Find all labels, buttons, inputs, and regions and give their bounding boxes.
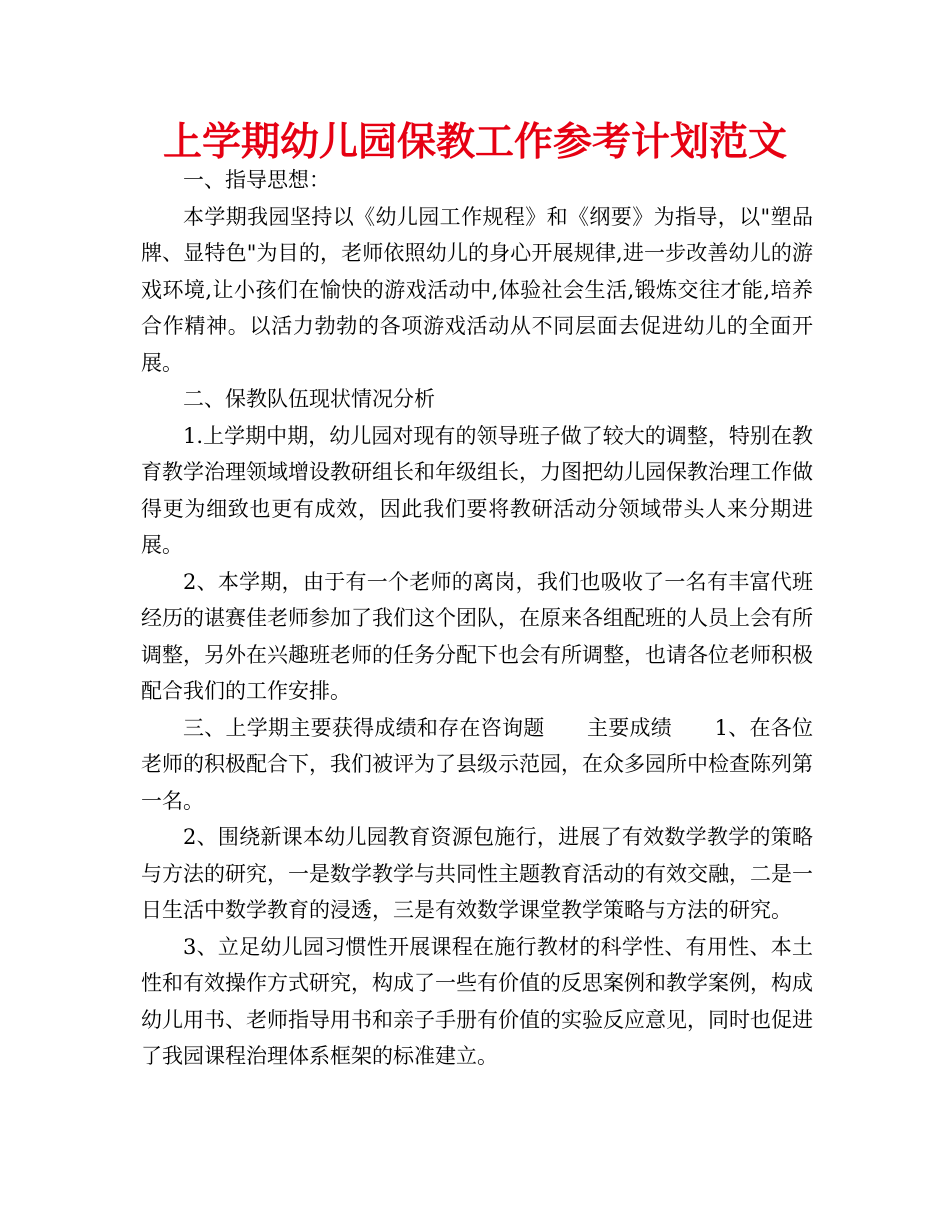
paragraph-team-item-1: 1.上学期中期，幼儿园对现有的领导班子做了较大的调整，特别在教育教学治理领域增设教研组长和年级组长，力图把幼儿园保教治理工作做得更为细致也更有成效，因此我们要将教研活动分领域带头人来分期进展。 — [141, 423, 813, 557]
paragraph-achievements-item-2: 2、围绕新课本幼儿园教育资源包施行，进展了有效数学教学的策略与方法的研究，一是数学教学与共同性主题教育活动的有效交融，二是一日生活中数学教育的浸透，三是有效数学课堂教学策略与方法的研究。 — [141, 825, 813, 922]
paragraph-guiding-thought: 本学期我园坚持以《幼儿园工作规程》和《纲要》为指导，以"塑品牌、显特色"为目的，老师依照幼儿的身心开展规律,进一步改善幼儿的游戏环境,让小孩们在愉快的游戏活动中,体验社会生活,锻炼交往才能,培养合作精神。以活力勃勃的各项游戏活动从不同层面去促进幼儿的全面开展。 — [141, 204, 813, 375]
paragraph-team-item-2: 2、本学期，由于有一个老师的离岗，我们也吸收了一名有丰富代班经历的谌赛佳老师参加了我们这个团队，在原来各组配班的人员上会有所调整，另外在兴趣班老师的任务分配下也会有所调整，也请各位老师积极配合我们的工作安排。 — [141, 569, 813, 703]
paragraph-achievements-item-1: 三、上学期主要获得成绩和存在咨询题 主要成绩 1、在各位老师的积极配合下，我们被评为了县级示范园，在众多园所中检查陈列第一名。 — [141, 715, 813, 813]
section-heading-team-analysis: 二、保教队伍现状情况分析 — [183, 387, 435, 411]
document-title: 上学期幼儿园保教工作参考计划范文 — [162, 120, 787, 165]
paragraph-achievements-item-3: 3、立足幼儿园习惯性开展课程在施行教材的科学性、有用性、本土性和有效操作方式研究，构成了一些有价值的反思案例和教学案例，构成幼儿用书、老师指导用书和亲子手册有价值的实验反应意见，同时也促进了我园课程治理体系框架的标准建立。 — [141, 934, 813, 1068]
document-body — [141, 162, 813, 1075]
section-heading-guiding-thought: 一、指导思想： — [183, 168, 330, 192]
